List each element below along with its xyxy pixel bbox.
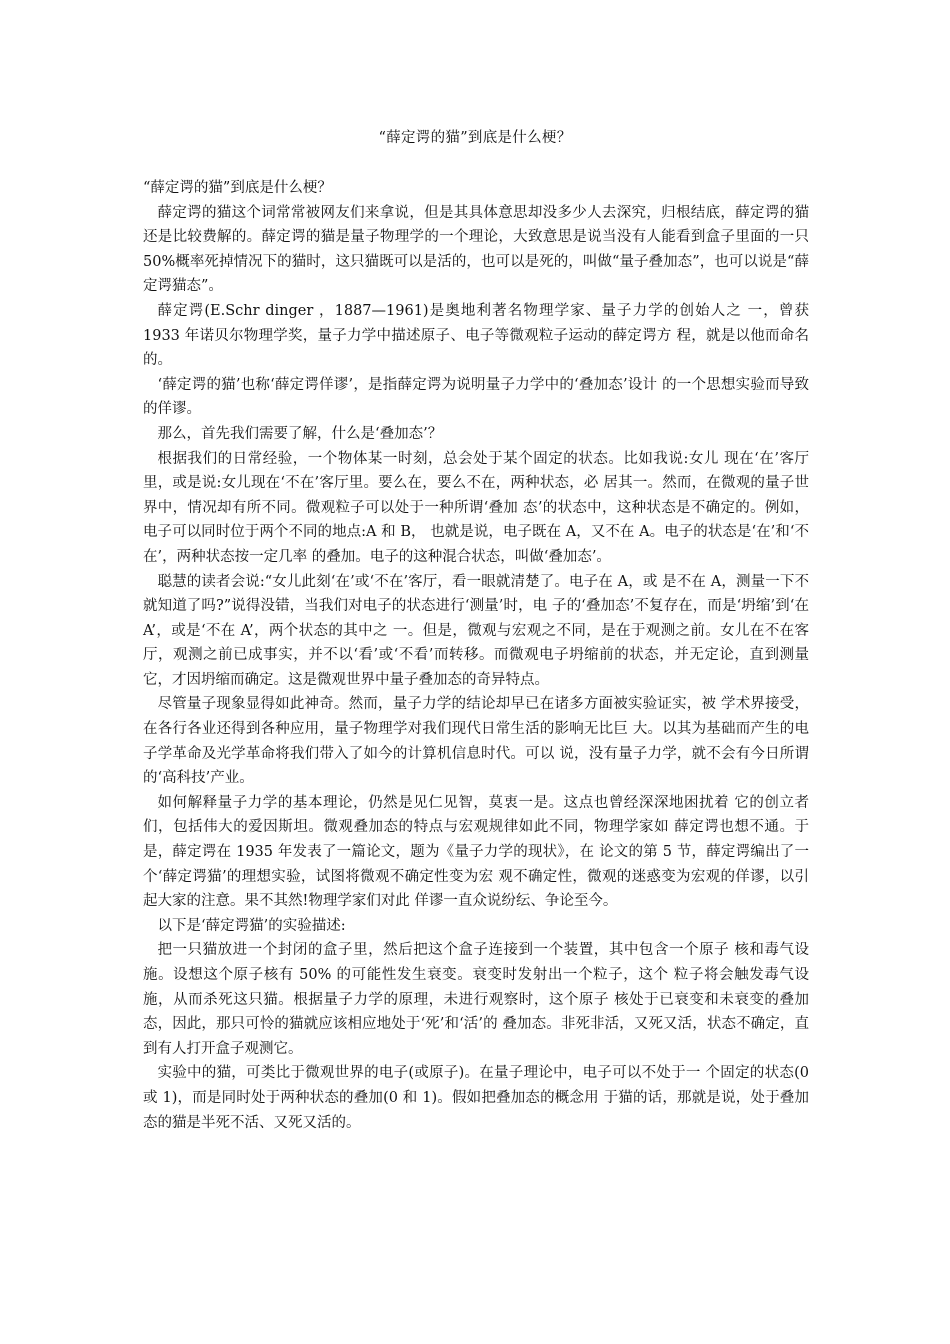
document-subtitle: “薛定谔的猫”到底是什么梗？: [143, 180, 332, 196]
paragraph-superposition: 根据我们的日常经验，一个物体某一时刻，总会处于某个固定的状态。比如我说:女儿 现在‘在’客厅里，或是说:女儿现在‘不在’客厅里。要么在，要么不在，两种状态，必 居其一。然而，在微观的量子世界中，情况却有所不同。微观粒子可以处于一种所谓‘叠加 态’的状态中，这种状态是不确定的。例如，电子可以同时位于两个不同的地点:A 和 B， 也就是说，电子既在 A，又不在 A。电子的状态是‘在’和‘不在’，两种状态按一定几率 的叠加。电子的这种混合状态，叫做‘叠加态’。: [143, 450, 809, 565]
paragraph-intro: 薛定谔的猫这个词常常被网友们来拿说，但是其具体意思却没多少人去深究，归根结底，薛定谔的猫还是比较费解的。薛定谔的猫是量子物理学的一个理论，大致意思是说当没有人能看到盒子里面的一只 50%概率死掉情况下的猫时，这只猫既可以是活的，也可以是死的，叫做“量子叠加态”，也可以说是“薛定谔猫态”。: [143, 204, 809, 295]
paragraph-biography: 薛定谔(E.Schr dinger ，1887—1961)是奥地利著名物理学家、量子力学的创始人之 一，曾获 1933 年诺贝尔物理学奖，量子力学中描述原子、电子等微观粒子运动的薛定谔方 程，就是以他而命名的。: [143, 302, 809, 369]
paragraph-question: 那么，首先我们需要了解，什么是‘叠加态’？: [157, 425, 443, 442]
paragraph-experiment: 把一只猫放进一个封闭的盒子里，然后把这个盒子连接到一个装置，其中包含一个原子 核和毒气设施。设想这个原子核有 50% 的可能性发生衰变。衰变时发射出一个粒子，这个 粒子将会触发毒气设施，从而杀死这只猫。根据量子力学的原理，未进行观察时，这个原子 核处于已衰变和未衰变的叠加态，因此，那只可怜的猫就应该相应地处于‘死’和‘活’的 叠加态。非死非活，又死又活，状态不确定，直到有人打开盒子观测它。: [143, 942, 809, 1057]
paragraph-interpretation: 如何解释量子力学的基本理论，仍然是见仁见智，莫衷一是。这点也曾经深深地困扰着 它的创立者们，包括伟大的爱因斯坦。微观叠加态的特点与宏观规律如此不同，物理学家如 薛定谔也想不通。于是，薛定谔在 1935 年发表了一篇论文，题为《量子力学的现状》，在 论文的第 5 节，薛定谔编出了一个‘薛定谔猫’的理想实验，试图将微观不确定性变为宏 观不确定性，微观的迷惑变为宏观的佯谬，以引起大家的注意。果不其然!物理学家们对此 佯谬一直众说纷纭、争论至今。: [143, 794, 809, 910]
page-title: “薛定谔的猫”到底是什么梗？: [378, 130, 572, 146]
paragraph-analogy: 实验中的猫，可类比于微观世界的电子(或原子)。在量子理论中，电子可以不处于一 个固定的状态(0 或 1)，而是同时处于两种状态的叠加(0 和 1)。假如把叠加态的概念用 于猫的话，那就是说，处于叠加态的猫是半死不活、又死又活的。: [143, 1065, 809, 1131]
paragraph-measurement: 聪慧的读者会说:“女儿此刻‘在’或‘不在’客厅，看一眼就清楚了。电子在 A，或 是不在 A，测量一下不就知道了吗?”说得没错，当我们对电子的状态进行‘测量’时，电 子的‘叠加态’不复存在，而是‘坍缩’到‘在 A’，或是‘不在 A’，两个状态的其中之 一。但是，微观与宏观之不同，是在于观测之前。女儿在不在客厅，观测之前已成事实，并不以‘看’或‘不看’而转移。而微观电子坍缩前的状态，并无定论，直到测量它，才因坍缩而确定。这是微观世界中量子叠加态的奇异特点。: [143, 573, 809, 688]
document-body: [143, 176, 809, 1135]
paragraph-paradox-definition: ‘薛定谔的猫’也称‘薛定谔佯谬’，是指薛定谔为说明量子力学中的‘叠加态’设计 的一个思想实验而导致的佯谬。: [143, 376, 809, 418]
paragraph-applications: 尽管量子现象显得如此神奇。然而，量子力学的结论却早已在诸多方面被实验证实，被 学术界接受，在各行各业还得到各种应用，量子物理学对我们现代日常生活的影响无比巨 大。以其为基础而产生的电子学革命及光学革命将我们带入了如今的计算机信息时代。可以 说，没有量子力学，就不会有今日所谓的‘高科技’产业。: [143, 696, 809, 787]
paragraph-experiment-heading: 以下是‘薛定谔猫’的实验描述:: [157, 917, 346, 934]
